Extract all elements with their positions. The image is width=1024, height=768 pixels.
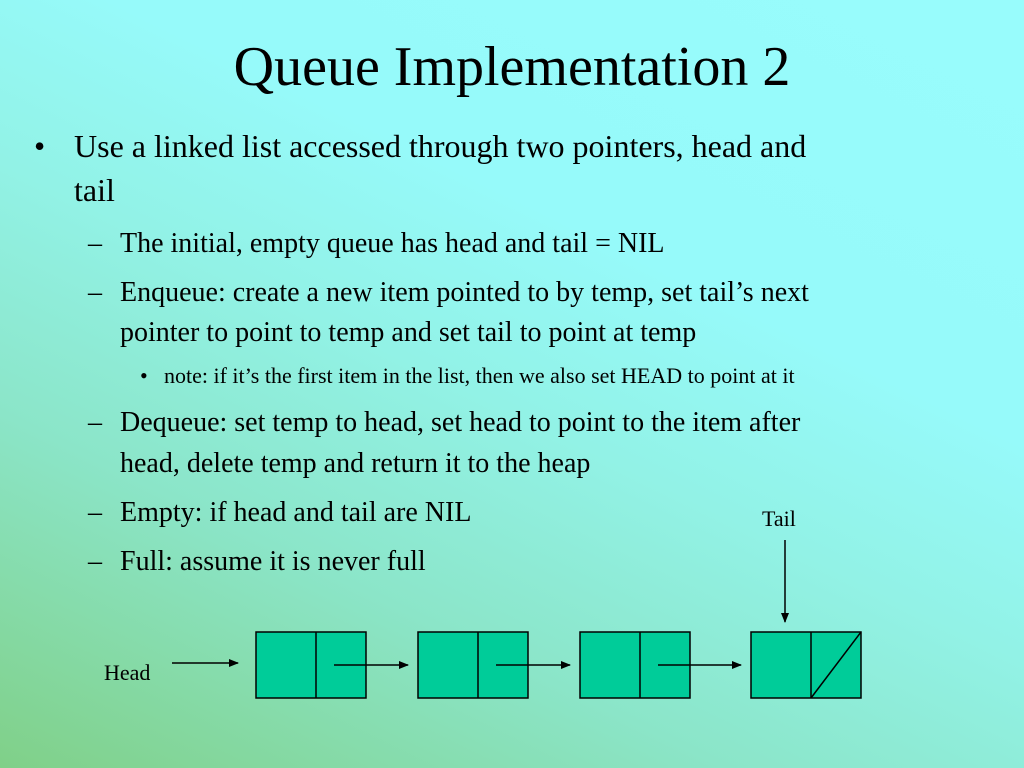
list-node [751, 632, 861, 698]
dash-glyph: – [88, 497, 102, 528]
enqueue-note: note: if it’s the first item in the list, then we also set HEAD to point at it [164, 363, 795, 388]
slide-title: Queue Implementation 2 [233, 36, 791, 98]
dequeue-line-1: Dequeue: set temp to head, set head to point to the item after [120, 407, 801, 438]
dash-glyph: – [88, 407, 102, 438]
enqueue-line-2: pointer to point to temp and set tail to point at temp [120, 317, 697, 348]
tail-label: Tail [762, 506, 796, 531]
bullet-glyph: • [34, 128, 46, 164]
dash-glyph: – [88, 228, 102, 259]
main-bullet-line-1: Use a linked list accessed through two pointers, head and [74, 128, 807, 164]
dash-glyph: – [88, 546, 102, 577]
full-item: Full: assume it is never full [120, 546, 426, 577]
sub-bullet-glyph: • [140, 363, 148, 388]
head-label: Head [104, 660, 151, 685]
dequeue-line-2: head, delete temp and return it to the heap [120, 448, 591, 479]
main-bullet-line-2: tail [74, 172, 115, 208]
empty-item: Empty: if head and tail are NIL [120, 497, 472, 528]
node-box [751, 632, 861, 698]
enqueue-line-1: Enqueue: create a new item pointed to by temp, set tail’s next [120, 277, 809, 308]
dash-glyph: – [88, 277, 102, 308]
initial-item: The initial, empty queue has head and tail = NIL [120, 228, 665, 259]
